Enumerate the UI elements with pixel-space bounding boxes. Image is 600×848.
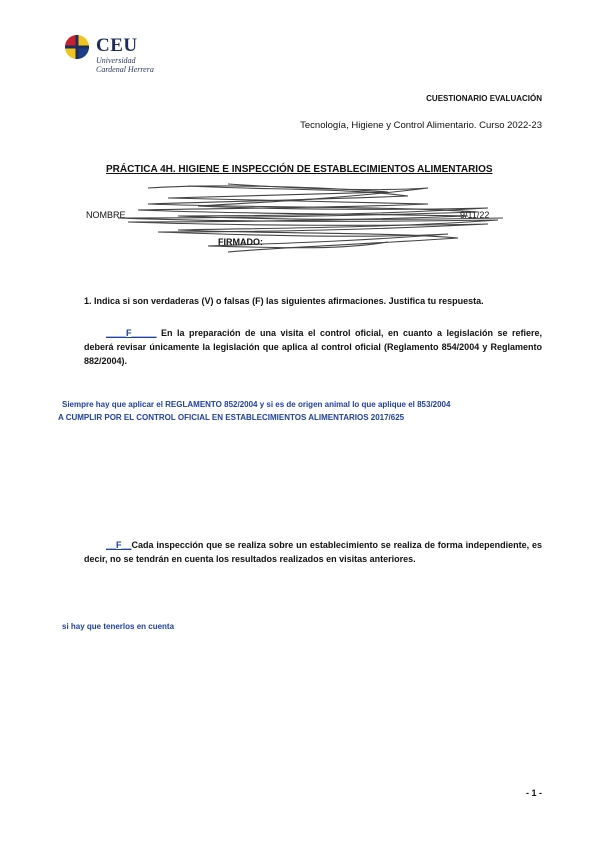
- statement-2: [84, 538, 542, 566]
- university-logo-text: [96, 36, 154, 74]
- question-1-intro: 1. Indica si son verdaderas (V) o falsas (F) las siguientes afirmaciones. Justifica tu respuesta.: [84, 296, 484, 306]
- answer-blank-2[interactable]: __F__: [106, 540, 132, 550]
- logo-name: CEU: [96, 35, 138, 56]
- date-value: 9/11/22: [460, 210, 490, 220]
- document-type-label: CUESTIONARIO EVALUACIÓN: [426, 94, 542, 103]
- document-title: PRÁCTICA 4H. HIGIENE E INSPECCIÓN DE ESTABLECIMIENTOS ALIMENTARIOS: [106, 164, 493, 175]
- answer-2: F: [116, 540, 122, 550]
- response-1-line2: A CUMPLIR POR EL CONTROL OFICIAL EN ESTABLECIMIENTOS ALIMENTARIOS 2017/625: [58, 413, 405, 422]
- logo-line1: Universidad: [96, 56, 136, 65]
- statement-2-text: Cada inspección que se realiza sobre un establecimiento se realiza de forma independiente, es decir, no se tendrán en cuenta los resultados realizados en visitas anteriores.: [84, 540, 542, 564]
- page-number: - 1 -: [525, 788, 542, 798]
- response-1-line1: Siempre hay que aplicar el REGLAMENTO 852/2004 y si es de origen animal lo que aplique el 853/2004: [62, 400, 451, 409]
- signed-label: FIRMADO:: [218, 237, 263, 247]
- logo-line2: Cardenal Herrera: [96, 65, 154, 74]
- statement-1-text: En la preparación de una visita el control oficial, en cuanto a legislación se refiere, deberá revisar únicamente la legislación que aplica al control oficial (Reglamento 854/2004 y Reglamento 882/2004).: [84, 328, 542, 366]
- university-logo-icon: [64, 34, 90, 60]
- response-2-line1: si hay que tenerlos en cuenta: [62, 622, 175, 631]
- answer-1: F: [126, 328, 132, 338]
- answer-blank-1[interactable]: ____F_____: [106, 328, 157, 338]
- course-label: Tecnología, Higiene y Control Alimentario. Curso 2022-23: [300, 120, 542, 131]
- name-label: NOMBRE: [86, 210, 126, 220]
- statement-1: [84, 326, 542, 368]
- redaction-scribble: [88, 182, 508, 256]
